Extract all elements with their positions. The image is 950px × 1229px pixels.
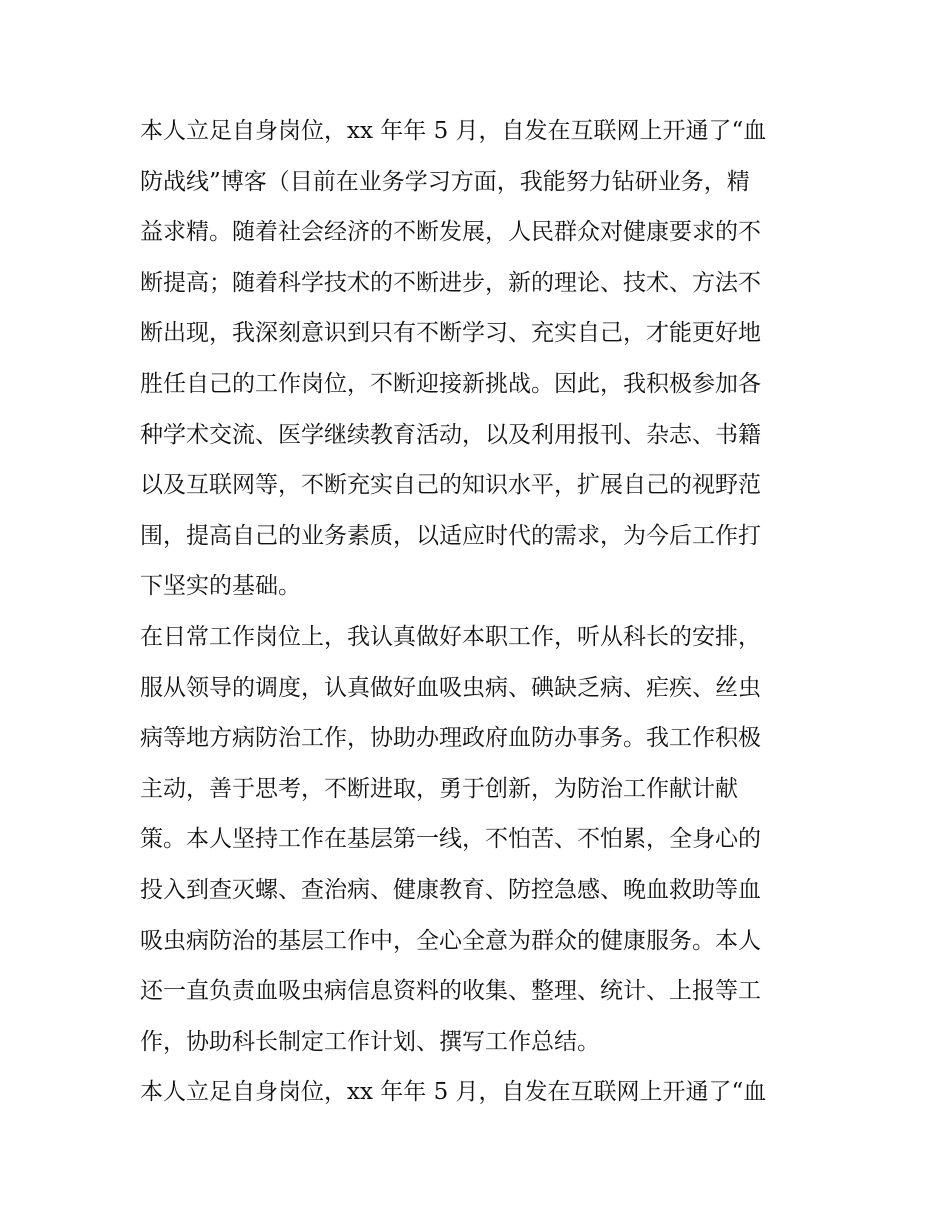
text-line: 围，提高自己的业务素质，以适应时代的需求，为今后工作打 (140, 522, 761, 549)
text-line: 下坚实的基础。 (140, 573, 301, 600)
text-line: 种学术交流、医学继续教育活动，以及利用报刊、杂志、书籍 (140, 421, 761, 448)
text-line: 断提高；随着科学技术的不断进步，新的理论、技术、方法不 (140, 269, 761, 296)
text-line: 吸虫病防治的基层工作中，全心全意为群众的健康服务。本人 (140, 927, 761, 954)
text-line: 服从领导的调度，认真做好血吸虫病、碘缺乏病、疟疾、丝虫 (140, 674, 761, 701)
text-line: 病等地方病防治工作，协助办理政府血防办事务。我工作积极 (140, 725, 761, 752)
text-line: 本人立足自身岗位，xx 年年 5 月，自发在互联网上开通了“血 (140, 118, 767, 144)
document-body (140, 106, 830, 1118)
text-line: 还一直负责血吸虫病信息资料的收集、整理、统计、上报等工 (140, 978, 761, 1005)
text-line: 作，协助科长制定工作计划、撰写工作总结。 (140, 1028, 600, 1055)
text-line: 在日常工作岗位上，我认真做好本职工作，听从科长的安排， (140, 623, 761, 650)
text-line: 益求精。随着社会经济的不断发展，人民群众对健康要求的不 (140, 219, 761, 246)
text-line: 主动，善于思考，不断进取，勇于创新，为防治工作献计献 (140, 775, 738, 802)
text-line: 防战线”博客（目前在业务学习方面，我能努力钻研业务，精 (140, 168, 750, 195)
text-line: 策。本人坚持工作在基层第一线，不怕苦、不怕累，全身心的 (140, 826, 761, 853)
text-line: 断出现，我深刻意识到只有不断学习、充实自己，才能更好地 (140, 320, 761, 347)
text-line: 本人立足自身岗位，xx 年年 5 月，自发在互联网上开通了“血 (140, 1079, 767, 1106)
text-line: 胜任自己的工作岗位，不断迎接新挑战。因此，我积极参加各 (140, 370, 761, 397)
text-line: 投入到查灭螺、查治病、健康教育、防控急感、晚血救助等血 (140, 876, 761, 903)
text-line: 以及互联网等，不断充实自己的知识水平，扩展自己的视野范 (140, 472, 761, 499)
